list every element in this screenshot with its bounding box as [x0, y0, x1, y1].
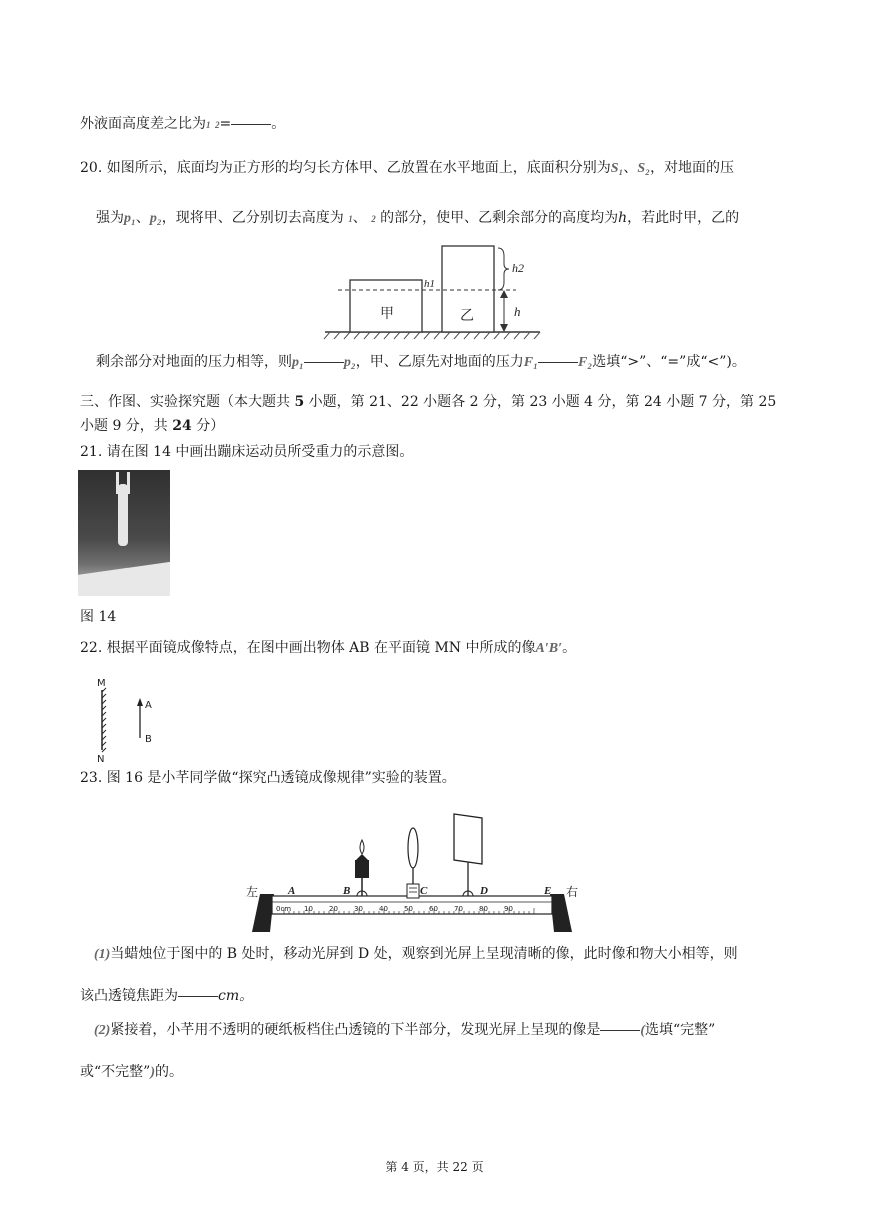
label-A: A: [145, 700, 152, 711]
label-B: B: [145, 734, 152, 745]
answer-blank[interactable]: [231, 123, 271, 125]
q22-text: 22. 根据平面镜成像特点，在图中画出物体 AB 在平面镜 MN 中所成的像A′B′。: [80, 640, 577, 656]
label-M: M: [97, 678, 106, 689]
label-jia: 甲: [380, 306, 394, 322]
tick-label: 50: [404, 905, 413, 913]
section3-line2: 小题 9 分，共 24 分）: [80, 418, 225, 434]
q23-part1-line1: (1)当蜡烛位于图中的 B 处时，移动光屏到 D 处，观察到光屏上呈现清晰的像，此时像和物大小相等，则: [94, 946, 738, 962]
q21-text: 21. 请在图 14 中画出蹦床运动员所受重力的示意图。: [80, 444, 414, 460]
light-screen: [454, 814, 482, 896]
answer-blank-p[interactable]: [304, 361, 344, 363]
answer-blank-focal[interactable]: [178, 995, 218, 997]
q20-line2: 强为p₁、p₂，现将甲、乙分别切去高度为 1、 2 的部分，使甲、乙剩余部分的高度均为h，若此时甲，乙的: [96, 210, 740, 226]
trampoline: [78, 560, 170, 596]
tick-label: 0cm: [276, 905, 292, 913]
tick-label: 20: [329, 905, 338, 913]
point-E: E: [544, 885, 552, 897]
right-support: [550, 894, 572, 932]
q23-text: 23. 图 16 是小芊同学做“探究凸透镜成像规律”实验的装置。: [80, 770, 456, 786]
tick-label: 10: [304, 905, 313, 913]
q23-part2-line1: (2)紧接着，小芊用不透明的硬纸板档住凸透镜的下半部分，发现光屏上呈现的像是 (选填“完整”: [94, 1022, 716, 1038]
point-B: B: [343, 885, 351, 897]
answer-blank-image[interactable]: [600, 1029, 640, 1031]
tick-label: 60: [429, 905, 438, 913]
mirror-figure: [90, 676, 160, 766]
label-yi: 乙: [460, 308, 474, 324]
q23-part1-line2: 该凸透镜焦距为 cm。: [80, 988, 254, 1004]
optical-bench-figure: [244, 812, 584, 936]
label-h2: h2: [512, 261, 524, 275]
tick-label: 70: [454, 905, 463, 913]
q20-line3: 剩余部分对地面的压力相等，则p₁ p₂，甲、乙原先对地面的压力F₁ F₂选填“>”、“=”成“<”)。: [96, 354, 746, 370]
trampoline-photo: [78, 470, 170, 596]
q20-figure: [320, 240, 550, 345]
page-footer: 第 4 页，共 22 页: [385, 1160, 484, 1174]
answer-blank-f[interactable]: [538, 361, 578, 363]
q20-line1: 20. 如图所示，底面均为正方形的均匀长方体甲、乙放置在水平地面上，底面积分别为S₁、S₂，对地面的压: [80, 160, 735, 176]
tick-label: 90: [504, 905, 513, 913]
candle: [355, 840, 369, 896]
label-right: 右: [566, 885, 579, 899]
tick-label: 40: [379, 905, 388, 913]
label-h1: h1: [424, 278, 435, 290]
point-C: C: [420, 885, 428, 897]
convex-lens: [407, 828, 419, 898]
tick-label: 80: [479, 905, 488, 913]
line-top: 外液面高度差之比为1 2= 。: [80, 116, 286, 132]
label-left: 左: [246, 885, 259, 899]
tick-label: 30: [354, 905, 363, 913]
section3-line1: 三、作图、实验探究题（本大题共 5 小题，第 21、22 小题各 2 分，第 23 小题 4 分，第 24 小题 7 分，第 25: [80, 394, 777, 410]
left-support: [252, 894, 274, 932]
point-A: A: [288, 885, 296, 897]
q23-part2-line2: 或“不完整”)的。: [80, 1064, 183, 1080]
label-N: N: [97, 754, 105, 765]
point-D: D: [480, 885, 488, 897]
brace-h2: [498, 248, 509, 290]
label-h: h: [514, 304, 521, 319]
figure-14-caption: 图 14: [80, 609, 117, 625]
